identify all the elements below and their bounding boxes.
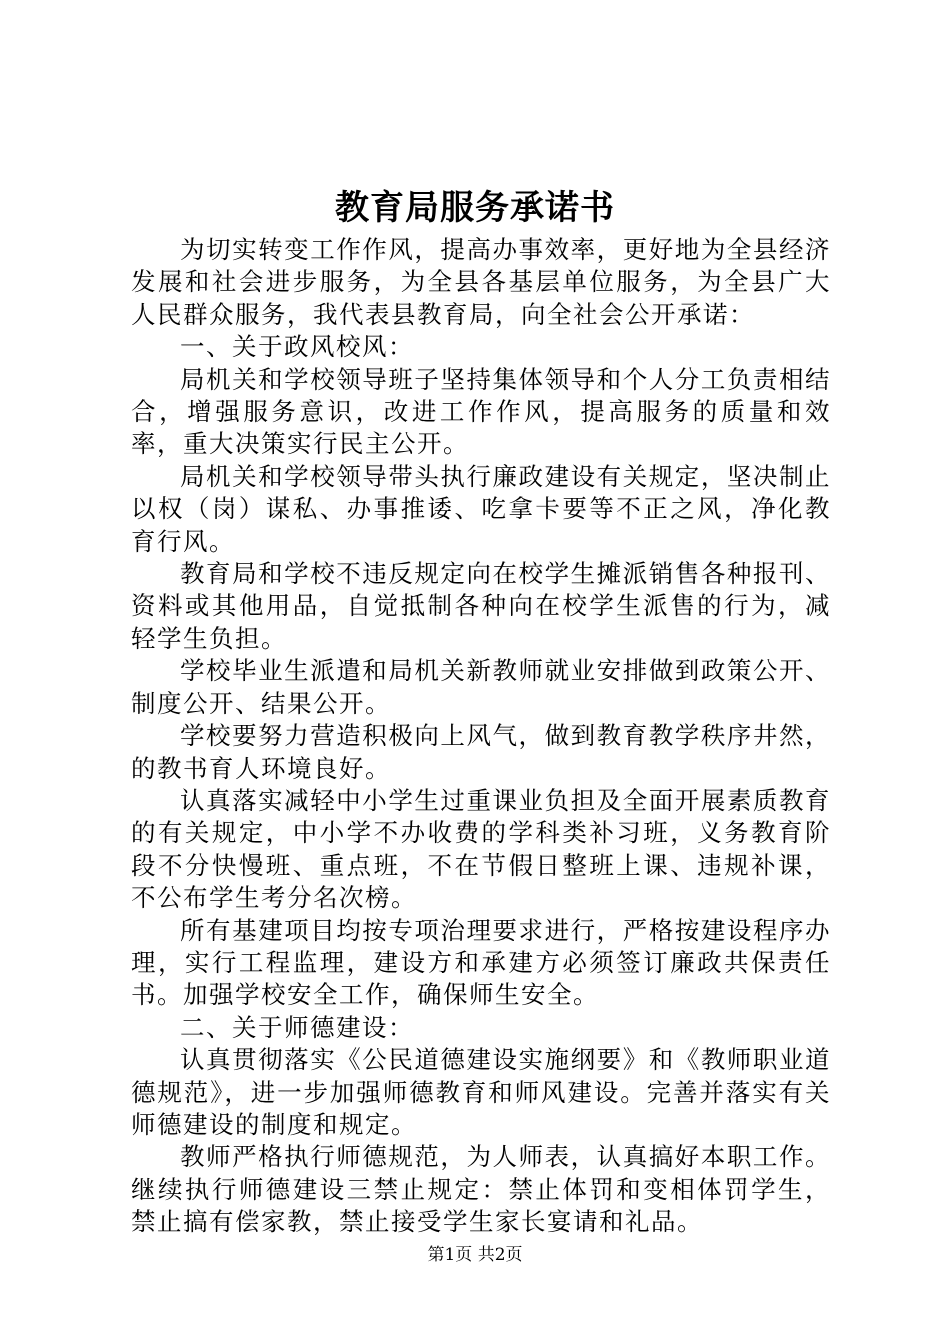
document-body	[131, 234, 831, 1239]
page-number-footer: 第1页 共2页	[427, 1245, 523, 1265]
section-heading-1: 一、关于政风校风：	[180, 332, 414, 362]
body-paragraph: 学校毕业生派遣和局机关新教师就业安排做到政策公开、制度公开、结果公开。	[131, 656, 831, 718]
body-paragraph: 局机关和学校领导带头执行廉政建设有关规定，坚决制止以权（岗）谋私、办事推诿、吃拿卡要等不正之风，净化教育行风。	[131, 461, 831, 556]
body-paragraph: 认真贯彻落实《公民道德建设实施纲要》和《教师职业道德规范》，进一步加强师德教育和师风建设。完善并落实有关师德建设的制度和规定。	[131, 1045, 831, 1139]
body-paragraph: 局机关和学校领导班子坚持集体领导和个人分工负责相结合，增强服务意识，改进工作作风，提高服务的质量和效率，重大决策实行民主公开。	[131, 364, 831, 459]
document-title: 教育局服务承诺书	[335, 188, 615, 228]
body-paragraph: 所有基建项目均按专项治理要求进行，严格按建设程序办理，实行工程监理，建设方和承建方必须签订廉政共保责任书。加强学校安全工作，确保师生安全。	[131, 915, 831, 1010]
body-paragraph: 认真落实减轻中小学生过重课业负担及全面开展素质教育的有关规定，中小学不办收费的学科类补习班，义务教育阶段不分快慢班、重点班，不在节假日整班上课、违规补课，不公布学生考分名次榜。	[131, 785, 831, 913]
intro-paragraph: 为切实转变工作作风，提高办事效率，更好地为全县经济发展和社会进步服务，为全县各基层单位服务，为全县广大人民群众服务，我代表县教育局，向全社会公开承诺：	[131, 235, 831, 329]
body-paragraph: 学校要努力营造积极向上风气，做到教育教学秩序井然，的教书育人环境良好。	[131, 721, 831, 783]
section-heading-2: 二、关于师德建设：	[180, 1012, 414, 1042]
body-paragraph: 教师严格执行师德规范，为人师表，认真搞好本职工作。继续执行师德建设三禁止规定：禁止体罚和变相体罚学生，禁止搞有偿家教，禁止接受学生家长宴请和礼品。	[131, 1142, 831, 1237]
body-paragraph: 教育局和学校不违反规定向在校学生摊派销售各种报刊、资料或其他用品，自觉抵制各种向在校学生派售的行为，减轻学生负担。	[131, 559, 831, 653]
